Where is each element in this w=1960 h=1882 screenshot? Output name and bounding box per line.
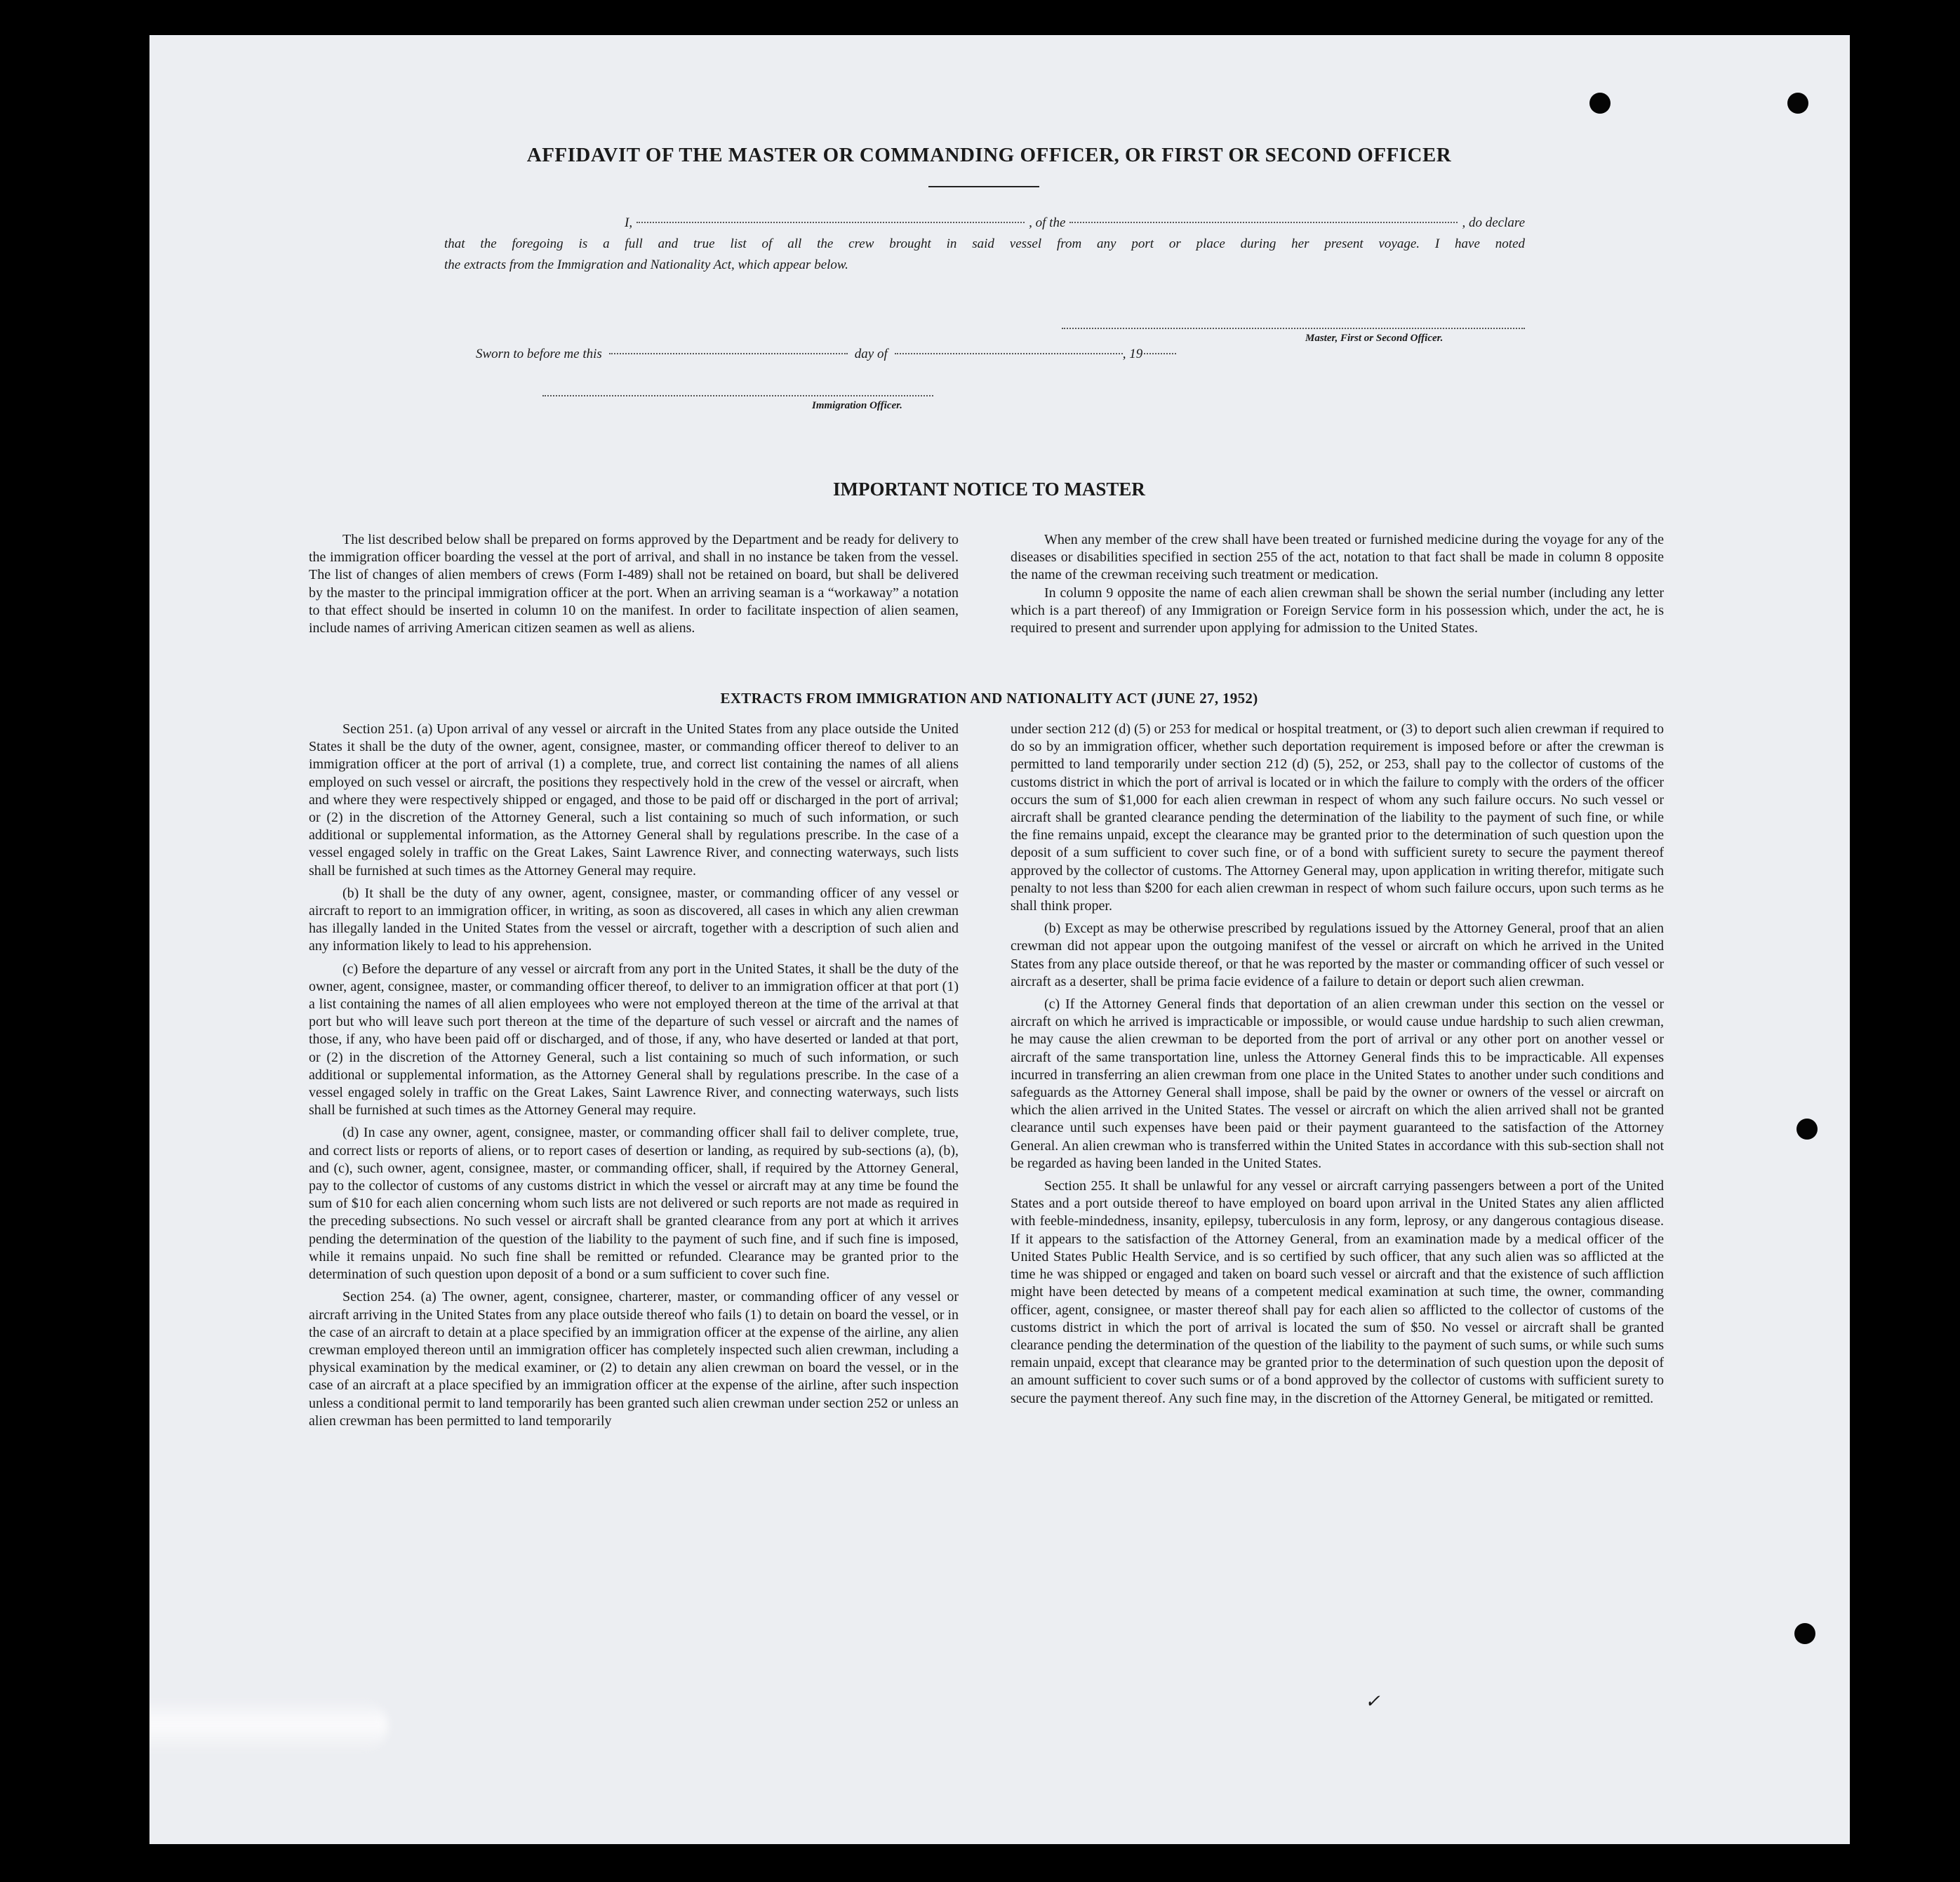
notice-right-paragraph: When any member of the crew shall have been treated or furnished medicine during the voyage for any of the diseases or disabilities specified in section 255 of the act, notation to that fact shall be made in column 8 opposite the name of the crewman receiving such treatment or medication. (1011, 532, 1664, 583)
vessel-blank[interactable] (1069, 222, 1458, 223)
section-251d: (d) In case any owner, agent, consignee, master, or commanding officer shall fail to deliver complete, true, and correct lists or reports of aliens, or to report cases of desertion or landing, as required by sub-sections (a), (b), and (c), such owner, agent, consignee, master, or commanding officer, shall, if required by the Attorney General, pay to the collector of customs of any customs district in which the vessel or aircraft may at any time be found the sum of $10 for each alien concerning whom such lists are not delivered or such reports are not made as required in the preceding subsections. No such vessel or aircraft shall be granted clearance from any port at which it arrives pending the determination of the question of the liability to the payment of such fine, and if such fine is imposed, while it remains unpaid. No such fine shall be remitted or refunded. Clearance may be granted prior to the determination of such question upon deposit of a bond or a sum sufficient to cover such fine. (309, 1125, 959, 1283)
declaration-line-2: that the foregoing is a full and true list of all the crew brought in said vessel from any port or place during her present voyage. I have noted (444, 236, 1525, 251)
year-blank[interactable] (1144, 353, 1176, 354)
extracts-right-column (1011, 721, 1664, 1413)
section-255: Section 255. It shall be unlawful for any vessel or aircraft carrying passengers between a port of the United States and a port outside thereof to have employed on board upon arrival in the United States any alien afflicted with feeble-mindedness, insanity, epilepsy, tuberculosis in any form, leprosy, or any dangerous contagious disease. If it appears to the satisfaction of the Attorney General, from an examination made by a medical officer of the United States Public Health Service, and is so certified by such officer, that any such alien was so afflicted at the time he was shipped or engaged and taken on board such vessel or aircraft and that the existence of such affliction might have been detected by means of a competent medical examination at such time, the owner, commanding officer, agent, consignee, or master thereof shall pay for each alien so afflicted to the collector of customs of the customs district in which the port of arrival is located the sum of $50. No vessel or aircraft shall be granted clearance pending the determination of the question of the liability to the payment of such sums, or while such sums remain unpaid, except that clearance may be granted prior to the determination of such question upon the deposit of an amount sufficient to cover such sums or of a bond approved by the collector of customs with sufficient surety to secure the payment thereof. Any such fine may, in the discretion of the Attorney General, be mitigated or remitted. (1011, 1178, 1664, 1406)
section-254b: (b) Except as may be otherwise prescribed by regulations issued by the Attorney General, proof that an alien crewman did not appear upon the outgoing manifest of the vessel or aircraft on which he arrived in the United States from any place outside thereof, or that he was reported by the master or commanding officer of such vessel or aircraft as a deserter, shall be prima facie evidence of a failure to detain or deport such alien crewman. (1011, 921, 1664, 989)
punch-hole-top-right (1787, 93, 1808, 114)
punch-hole-top-left (1589, 93, 1611, 114)
sworn-label: Sworn to before me this (476, 347, 602, 361)
declaration-line-3: the extracts from the Immigration and Nationality Act, which appear below. (444, 258, 848, 272)
notice-left-paragraph: The list described below shall be prepared on forms approved by the Department and be ready for delivery to the immigration officer boarding the vessel at the port of arrival, and shall in no instance be taken from the vessel. The list of changes of alien members of crews (Form I-489) shall not be retained on board, but shall be delivered by the master to the principal immigration officer at the port. When an arriving seaman is a “workaway” a notation to that effect should be inserted in column 10 on the manifest. In order to facilitate inspection of alien seamen, include names of arriving American citizen seamen as well as aliens. (309, 532, 959, 636)
officer-signature-line[interactable] (542, 395, 933, 396)
section-254c: (c) If the Attorney General finds that deportation of an alien crewman under this section on the vessel or aircraft on which he arrived is impracticable or impossible, or would cause undue hardship to such alien crewman, he may cause the alien crewman to be deported from the port of arrival or any other port on another vessel or aircraft of the same transportation line, unless the Attorney General finds this to be impracticable. All expenses incurred in transferring an alien crewman from one place in the United States to another under such conditions and safeguards as the Attorney General shall impose, shall be paid by the owner or owners of the vessel or aircraft on which the alien arrived in the United States. The vessel or aircraft on which the alien arrived shall not be granted clearance until such expenses have been paid or their payment guaranteed to the satisfaction of the Attorney General. An alien crewman who is transferred within the United States in accordance with this sub-section shall not be regarded as having been landed in the United States. (1011, 996, 1664, 1171)
section-254a-continued: under section 212 (d) (5) or 253 for medical or hospital treatment, or (3) to deport such alien crewman if required to do so by an immigration officer, whether such deportation requirement is imposed before or after the crewman is permitted to land temporarily under section 212 (d) (5), 252, or 253, shall pay to the collector of customs of the customs district in which the port of arrival is located or in which the failure to comply with the orders of the officer occurs the sum of $1,000 for each alien crewman in respect of whom any such failure occurs. No such vessel or aircraft shall be granted clearance pending the determination of the liability to the payment of such fine, or while the fine remains unpaid, except the clearance may be granted prior to the determination of such question upon the deposit of a sum sufficient to cover such fine, or of a bond with sufficient surety to secure the payment thereof approved by the collector of customs. The Attorney General may, upon application in writing therefor, mitigate such penalty to not less than $200 for each alien crewman in respect of whom such failure occurs, upon such terms as he shall think proper. (1011, 721, 1664, 914)
name-blank[interactable] (636, 222, 1025, 223)
notice-right-column (1011, 531, 1664, 642)
declaration-block (444, 213, 1525, 276)
section-251c: (c) Before the departure of any vessel or aircraft from any port in the United States, it shall be the duty of the owner, agent, consignee, master, or commanding officer thereof, to deliver to an immigration officer at that port (1) a list containing the names of all alien employees who were not employed thereon at the time of the arrival at that port but who will leave such port thereon at the time of the departure of such vessel or aircraft and the names of those, if any, who have been paid off or discharged, and of those, if any, who have deserted or landed at that port, or (2) in the discretion of the Attorney General, such a list containing so much of such information, or such additional or supplemental information, as the Attorney General shall by regulations prescribe. In the case of a vessel engaged solely in traffic on the Great Lakes, Saint Lawrence River, and connecting waterways, such lists shall be furnished at such times as the Attorney General may require. (309, 961, 959, 1119)
year-label: , 19 (1122, 347, 1143, 361)
title-rule (928, 186, 1039, 187)
master-signature-label: Master, First or Second Officer. (1305, 333, 1444, 344)
affidavit-title: AFFIDAVIT OF THE MASTER OR COMMANDING OFFICER, OR FIRST OR SECOND OFFICER (526, 144, 1452, 166)
document-page (149, 35, 1850, 1844)
section-254a: Section 254. (a) The owner, agent, consignee, charterer, master, or commanding officer of any vessel or aircraft arriving in the United States from any place outside thereof who fails (1) to detain on board the vessel, or in the case of an aircraft to detain at a place specified by an immigration officer at the expense of the airline, any alien crewman employed thereon until an immigration officer has completely inspected such alien crewman, including a physical examination by the medical examiner, or (2) to detain any alien crewman on board the vessel, or in the case of an aircraft at a place specified by an immigration officer at the expense of the airline, after such inspection unless a conditional permit to land temporarily has been granted such alien crewman under section 252 or unless an alien crewman has been permitted to land temporarily (309, 1289, 959, 1429)
handwritten-checkmark: ✓ (1365, 1691, 1380, 1711)
sworn-line (476, 347, 1318, 362)
day-of-label: day of (854, 347, 888, 361)
officer-signature-label: Immigration Officer. (812, 400, 902, 411)
notice-title: IMPORTANT NOTICE TO MASTER (833, 479, 1145, 500)
extracts-left-column (309, 721, 959, 1435)
declaration-i: I, (625, 215, 633, 230)
section-251b: (b) It shall be the duty of any owner, agent, consignee, master, or commanding officer of any vessel or aircraft to report to an immigration officer, in writing, as soon as discovered, all cases in which any alien crewman has illegally landed in the United States from the vessel or aircraft, together with a description of such alien and any information likely to lead to his apprehension. (309, 885, 959, 954)
notice-right-paragraph: In column 9 opposite the name of each alien crewman shall be shown the serial number (including any letter which is a part thereof) of any Immigration or Foreign Service form in his possession which, under the act, he is required to present and surrender upon applying for admission to the United States. (1011, 585, 1664, 636)
scan-glare (149, 1698, 388, 1754)
punch-hole-middle (1796, 1119, 1818, 1140)
extracts-title: EXTRACTS FROM IMMIGRATION AND NATIONALITY ACT (JUNE 27, 1952) (720, 690, 1258, 707)
day-blank[interactable] (609, 353, 848, 354)
punch-hole-bottom (1794, 1623, 1815, 1644)
declaration-line-1 (444, 213, 1525, 234)
month-blank[interactable] (895, 353, 1123, 354)
master-signature-line[interactable] (1062, 328, 1525, 329)
declaration-declare: , do declare (1462, 215, 1526, 230)
notice-left-column (309, 531, 959, 642)
declaration-of-the: , of the (1029, 215, 1066, 230)
section-251a: Section 251. (a) Upon arrival of any vessel or aircraft in the United States from any place outside the United States it shall be the duty of the owner, agent, consignee, master, or commanding officer thereof to deliver to an immigration officer at the port of arrival (1) a complete, true, and correct list containing the names of all aliens employed on such vessel or aircraft, the positions they respectively hold in the crew of the vessel or aircraft, when and where they were respectively shipped or engaged, and those to be paid off or discharged in the port of arrival; or (2) in the discretion of the Attorney General, such a list containing so much of such information, or such additional or supplemental information, as the Attorney General shall by regulations prescribe. In the case of a vessel engaged solely in traffic on the Great Lakes, Saint Lawrence River, and connecting waterways, such lists shall be furnished at such times as the Attorney General may require. (309, 721, 959, 879)
